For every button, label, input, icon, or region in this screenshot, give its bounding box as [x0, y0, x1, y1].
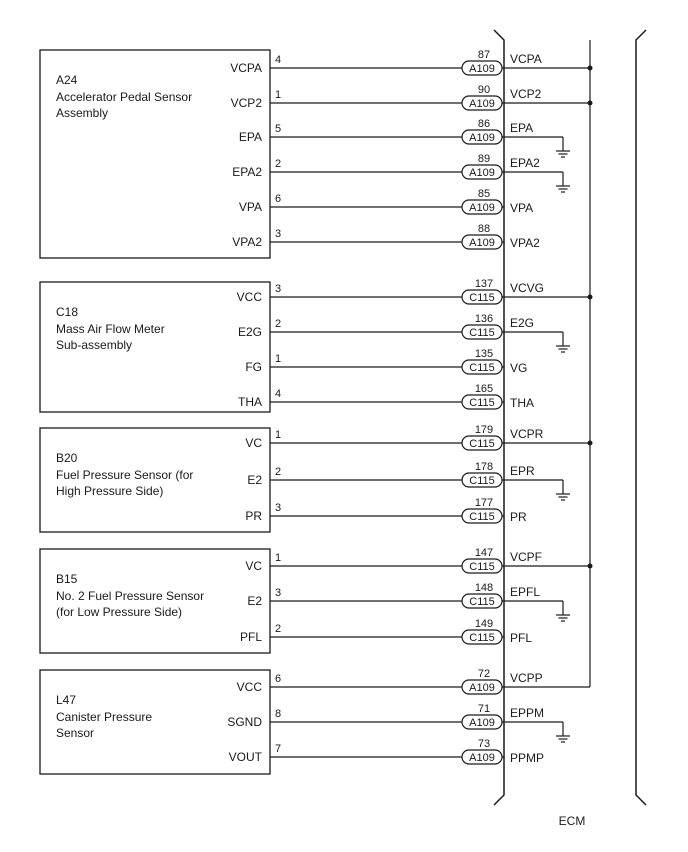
ecm-pin-label: EPA2: [510, 156, 540, 170]
connector-label: C115: [469, 397, 495, 409]
ecm-right-edge: [636, 30, 646, 805]
sensor-pin-number: 5: [275, 123, 282, 135]
sensor-pin-label: VOUT: [228, 750, 262, 764]
connector-label: C115: [469, 632, 495, 644]
sensor-pin-label: VCPA: [230, 61, 262, 75]
ecm-pin-number: 72: [477, 668, 491, 680]
sensor-pin-number: 4: [275, 54, 282, 66]
component-b20: [40, 424, 593, 532]
wire-vcpa: [230, 49, 592, 75]
sensor-pin-label: E2: [247, 473, 262, 487]
sensor-pin-number: 1: [275, 353, 282, 365]
ecm-pin-label: PPMP: [510, 751, 545, 765]
ecm-pin-label: VCPP: [510, 671, 543, 685]
ecm-pin-number: 85: [477, 188, 491, 200]
sensor-pin-number: 2: [275, 466, 282, 478]
connector-label: C115: [469, 596, 495, 608]
ecm-pin-number: 165: [474, 383, 494, 395]
ecm-pin-label: VCPA: [510, 52, 542, 66]
wire-epa2: [232, 153, 570, 192]
ecm-pin-label: EPA: [510, 121, 534, 135]
wire-e2g: [238, 313, 570, 352]
connector-label: A109: [469, 202, 495, 214]
wire-vcpr: [245, 424, 592, 450]
sensor-pin-label: THA: [238, 395, 262, 409]
sensor-pin-number: 3: [275, 587, 282, 599]
components-layer: [40, 49, 593, 774]
ecm-pin-label: VCPF: [510, 550, 543, 564]
component-name-line: Sensor: [56, 726, 95, 740]
sensor-pin-number: 2: [275, 318, 282, 330]
wire-vcp2: [231, 84, 593, 110]
ground-icon: [556, 736, 570, 742]
wire-tha: [238, 383, 534, 410]
sensor-pin-number: 1: [275, 429, 282, 441]
sensor-pin-number: 8: [275, 708, 282, 720]
sensor-pin-number: 7: [275, 743, 282, 755]
sensor-pin-label: VCC: [236, 680, 262, 694]
ecm-label: ECM: [558, 814, 586, 828]
component-name-line: No. 2 Fuel Pressure Sensor: [56, 589, 205, 603]
component-id: B15: [56, 572, 78, 586]
component-name-line: Canister Pressure: [56, 710, 153, 724]
sensor-pin-number: 6: [275, 673, 282, 685]
wire-ppmp: [229, 738, 544, 765]
sensor-pin-label: SGND: [227, 715, 262, 729]
connector-label: C115: [469, 438, 495, 450]
ecm-pin-number: 179: [474, 424, 494, 436]
sensor-pin-number: 2: [275, 158, 282, 170]
ecm-pin-label: VPA: [510, 201, 534, 215]
component-a24: [40, 49, 593, 258]
ecm-pin-number: 86: [477, 118, 491, 130]
component-c18: [40, 278, 593, 412]
ecm-pin-number: 147: [474, 547, 494, 559]
connector-label: A109: [469, 237, 495, 249]
sensor-pin-number: 1: [275, 552, 282, 564]
ecm-pin-number: 149: [474, 618, 494, 630]
ecm-pin-label: EPFL: [510, 585, 541, 599]
sensor-pin-label: VC: [245, 436, 262, 450]
ground-icon: [556, 186, 570, 192]
component-name-line: (for Low Pressure Side): [56, 605, 183, 619]
component-l47: [40, 668, 590, 774]
wire-epa: [239, 118, 570, 157]
component-id: A24: [56, 73, 78, 87]
component-name-line: Assembly: [56, 106, 109, 120]
sensor-pin-number: 3: [275, 502, 282, 514]
wire-vcpf: [245, 547, 592, 573]
wire-pr: [245, 497, 527, 524]
wire-epfl: [247, 582, 570, 621]
ecm-pin-label: E2G: [510, 316, 535, 330]
sensor-pin-label: PFL: [239, 630, 262, 644]
sensor-pin-label: VC: [245, 559, 262, 573]
component-name-line: Mass Air Flow Meter: [56, 322, 165, 336]
component-id: L47: [56, 693, 77, 707]
connector-label: A109: [469, 717, 495, 729]
connector-label: A109: [469, 682, 495, 694]
wire-eppm: [227, 703, 570, 742]
sensor-pin-label: VPA: [238, 200, 262, 214]
component-name-line: Sub-assembly: [56, 338, 133, 352]
sensor-pin-label: E2G: [237, 325, 262, 339]
connector-label: C115: [469, 475, 495, 487]
ecm-pin-label: VCVG: [510, 281, 545, 295]
sensor-pin-label: VCC: [236, 290, 262, 304]
ecm-pin-label: EPR: [510, 464, 535, 478]
ecm-pin-label: VG: [510, 361, 528, 375]
component-id: C18: [56, 305, 79, 319]
component-name-line: Fuel Pressure Sensor (for: [56, 468, 194, 482]
ground-icon: [556, 346, 570, 352]
connector-label: A109: [469, 167, 495, 179]
component-id: B20: [56, 451, 78, 465]
connector-label: A109: [469, 63, 495, 75]
sensor-pin-label: FG: [245, 360, 262, 374]
ecm-pin-number: 90: [477, 84, 491, 96]
wire-epr: [247, 461, 570, 500]
wire-vpa2: [232, 223, 540, 250]
ecm-pin-number: 71: [477, 703, 491, 715]
sensor-pin-label: E2: [247, 594, 262, 608]
ground-icon: [556, 494, 570, 500]
sensor-pin-label: EPA: [238, 130, 262, 144]
ecm-pin-number: 136: [474, 313, 494, 325]
sensor-pin-label: VPA2: [232, 235, 262, 249]
wire-pfl: [240, 618, 532, 645]
ecm-pin-label: VPA2: [510, 236, 540, 250]
ecm-pin-number: 73: [477, 738, 491, 750]
sensor-pin-number: 2: [275, 623, 282, 635]
ecm-pin-number: 148: [474, 582, 494, 594]
wire-vcvg: [237, 278, 593, 304]
component-name-line: Accelerator Pedal Sensor: [56, 90, 193, 104]
ecm-pin-label: PR: [510, 510, 527, 524]
ecm-pin-number: 178: [474, 461, 494, 473]
ecm-pin-number: 137: [474, 278, 494, 290]
sensor-pin-number: 4: [275, 388, 282, 400]
wire-vcpp: [237, 668, 590, 694]
ecm-pin-label: THA: [510, 396, 534, 410]
ecm-pin-number: 135: [474, 348, 494, 360]
connector-label: C115: [469, 327, 495, 339]
connector-label: C115: [469, 292, 495, 304]
ecm-pin-number: 177: [474, 497, 494, 509]
connector-label: A109: [469, 752, 495, 764]
connector-label: A109: [469, 98, 495, 110]
component-b15: [40, 547, 593, 653]
ecm-pin-number: 89: [477, 153, 491, 165]
sensor-pin-label: EPA2: [232, 165, 262, 179]
component-name-line: High Pressure Side): [56, 484, 164, 498]
connector-label: C115: [469, 511, 495, 523]
connector-label: A109: [469, 132, 495, 144]
sensor-pin-number: 1: [275, 89, 282, 101]
ecm-pin-number: 87: [477, 49, 491, 61]
sensor-pin-number: 6: [275, 193, 282, 205]
sensor-pin-label: PR: [245, 509, 262, 523]
sensor-pin-number: 3: [275, 228, 282, 240]
sensor-pin-label: VCP2: [230, 96, 262, 110]
wire-vg: [245, 348, 527, 375]
ground-icon: [556, 151, 570, 157]
connector-label: C115: [469, 561, 495, 573]
sensor-pin-number: 3: [275, 283, 282, 295]
ecm-pin-label: VCP2: [510, 87, 542, 101]
ecm-pin-label: PFL: [510, 631, 533, 645]
ecm-pin-number: 88: [477, 223, 491, 235]
ground-icon: [556, 615, 570, 621]
wire-vpa: [239, 188, 533, 215]
connector-label: C115: [469, 362, 495, 374]
ecm-pin-label: EPPM: [510, 706, 545, 720]
ecm-pin-label: VCPR: [510, 427, 544, 441]
